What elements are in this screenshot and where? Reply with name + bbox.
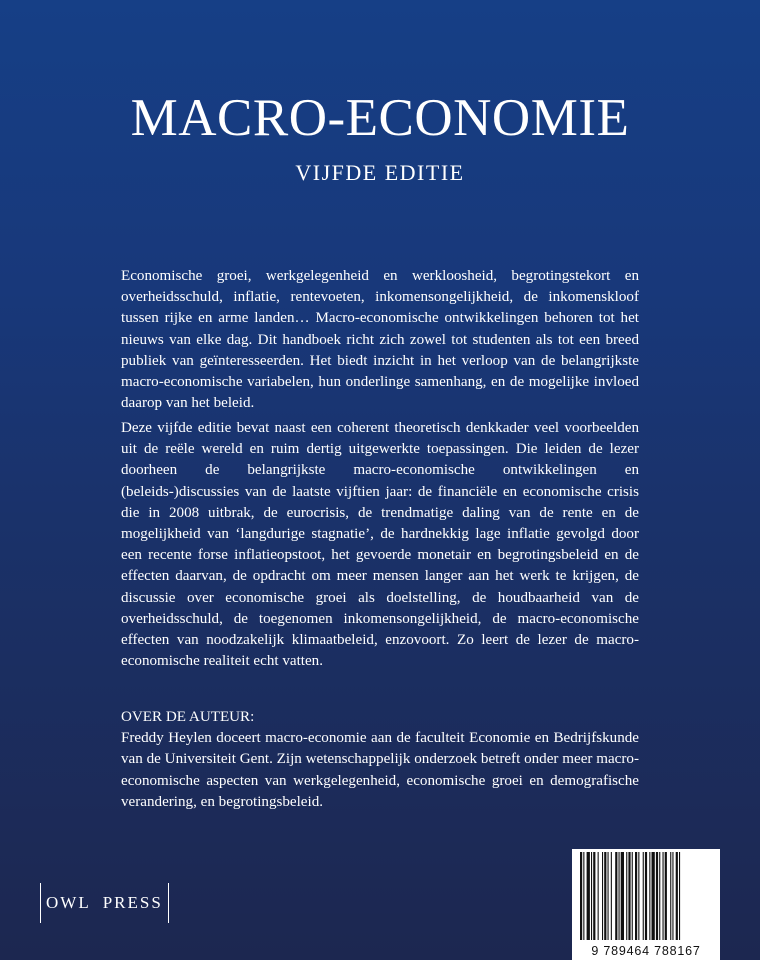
barcode-bar bbox=[672, 852, 673, 940]
barcode-bar bbox=[659, 852, 660, 940]
barcode-bar bbox=[602, 852, 603, 940]
barcode-bar bbox=[628, 852, 630, 940]
barcode-bar bbox=[580, 852, 582, 940]
barcode-bars-icon bbox=[580, 852, 712, 940]
barcode-bar bbox=[665, 852, 667, 940]
barcode-bar bbox=[608, 852, 609, 940]
barcode-bar bbox=[635, 852, 637, 940]
barcode-bar bbox=[638, 852, 639, 940]
barcode-bar bbox=[583, 852, 584, 940]
isbn-barcode bbox=[572, 849, 720, 960]
barcode-bar bbox=[663, 852, 664, 940]
barcode-bar bbox=[619, 852, 620, 940]
author-bio: Freddy Heylen doceert macro-economie aan de faculteit Economie en Bedrijfskunde van de Universiteit Gent. Zijn wetenschappelijk onderzoek betreft onder meer macro-economische aspecten van werkgelegenheid, economische groei en demografische verandering, en begrotingsbeleid. bbox=[121, 730, 639, 810]
barcode-bar bbox=[598, 852, 599, 940]
description-paragraph-2: Deze vijfde editie bevat naast een coherent theoretisch denkkader veel voorbeelden uit de reële wereld en ruim dertig uitgewerkte toepassingen. Die leiden de lezer doorheen de belangrijkste macro-economische ontwikkelingen en (beleids-)discussies van de laatste vijftien jaar: de financiële en economische crisis die in 2008 uitbrak, de eurocrisis, de trendmatige daling van de rente en de mogelijkheid van ‘langdurige stagnatie’, de hardnekkig lage inflatie gevolgd door een recente forse inflatieopstoot, het gevoerde monetair en begrotingsbeleid en de effecten daarvan, de opdracht om meer mensen langer aan het werk te krijgen, de discussie over economische groei als doelstelling, de houdbaarheid van de overheidsschuld, de toegenomen inkomensongelijkheid, de macro-economische effecten van noodzakelijk klimaatbeleid, enzovoort. Zo leert de lezer de macro-economische realiteit echt vatten. bbox=[121, 420, 639, 670]
barcode-bar bbox=[593, 852, 595, 940]
barcode-bar bbox=[604, 852, 606, 940]
barcode-bar bbox=[679, 852, 680, 940]
barcode-bar bbox=[656, 852, 658, 940]
barcode-bar bbox=[676, 852, 678, 940]
publisher-logo bbox=[40, 883, 169, 923]
barcode-bar bbox=[611, 852, 612, 940]
description-paragraph-1: Economische groei, werkgelegenheid en werkloosheid, begrotingstekort en overheidsschuld, inflatie, rentevoeten, inkomensongelijkheid, de inkomenskloof tussen rijke en arme landen… Macro-economische ontwikkelingen behoren tot het nieuws van elke dag. Dit handboek richt zich zowel tot studenten als tot een breed publiek van geïnteresseerden. Het biedt inzicht in het verloop van de belangrijkste macro-economische variabelen, hun onderlinge samenhang, en de mogelijke invloed daarop van het beleid. bbox=[121, 268, 639, 412]
publisher-name-word1: OWL bbox=[46, 893, 91, 912]
barcode-bar bbox=[587, 852, 590, 940]
publisher-name-word2: PRESS bbox=[102, 893, 163, 912]
barcode-bar bbox=[626, 852, 627, 940]
isbn-number: 9 789464 788167 bbox=[591, 944, 701, 958]
barcode-bar bbox=[643, 852, 644, 940]
barcode-bar bbox=[649, 852, 650, 940]
barcode-bar bbox=[591, 852, 592, 940]
barcode-bar bbox=[670, 852, 671, 940]
about-author-heading: OVER DE AUTEUR: bbox=[121, 709, 255, 725]
barcode-bar bbox=[632, 852, 633, 940]
book-title: MACRO-ECONOMIE bbox=[130, 89, 630, 147]
barcode-bar bbox=[652, 852, 655, 940]
barcode-bar bbox=[621, 852, 624, 940]
about-author-section bbox=[121, 707, 639, 813]
barcode-bar bbox=[615, 852, 617, 940]
edition-label: VIJFDE EDITIE bbox=[295, 160, 465, 185]
barcode-bar bbox=[645, 852, 647, 940]
